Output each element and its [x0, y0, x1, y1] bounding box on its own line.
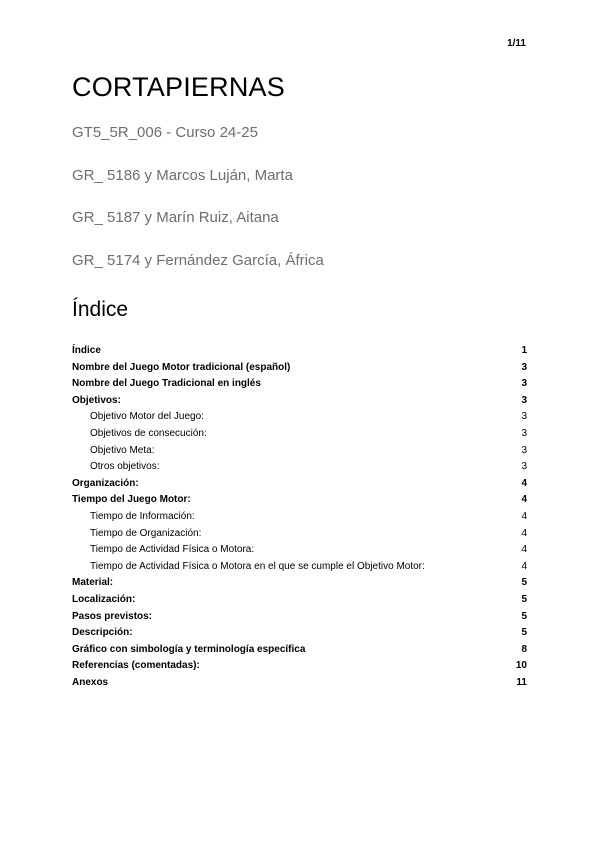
toc-entry[interactable]: [72, 443, 527, 460]
toc-entry-label: Nombre del Juego Tradicional en inglés: [72, 378, 261, 390]
toc-entry[interactable]: [72, 360, 527, 377]
table-of-contents: [72, 343, 527, 691]
toc-entry[interactable]: [72, 609, 527, 626]
toc-entry-page: 3: [521, 411, 527, 423]
toc-entry-label: Objetivos:: [72, 394, 121, 406]
toc-entry-label: Gráfico con simbología y terminología específica: [72, 643, 306, 655]
toc-entry-label: Descripción:: [72, 627, 133, 639]
toc-entry-page: 4: [521, 527, 527, 539]
document-title: CORTAPIERNAS: [72, 72, 285, 102]
page-number: 1/11: [507, 38, 526, 49]
toc-entry[interactable]: [72, 625, 527, 642]
toc-entry[interactable]: [72, 426, 527, 443]
toc-entry-label: Nombre del Juego Motor tradicional (español): [72, 361, 291, 373]
toc-entry-label: Índice: [72, 345, 101, 356]
toc-entry[interactable]: [72, 542, 527, 559]
group-member-2: GR_ 5187 y Marín Ruiz, Aitana: [72, 209, 279, 226]
toc-entry-page: 11: [516, 676, 527, 688]
toc-entry[interactable]: [72, 509, 527, 526]
toc-entry-label: Tiempo del Juego Motor:: [72, 494, 191, 506]
toc-entry[interactable]: [72, 575, 527, 592]
toc-heading: Índice: [72, 298, 129, 321]
group-member-3: GR_ 5174 y Fernández García, África: [72, 252, 324, 269]
toc-entry-label: Pasos previstos:: [72, 610, 153, 622]
toc-entry[interactable]: [72, 526, 527, 543]
toc-entry-label: Referencias (comentadas):: [72, 660, 200, 672]
toc-entry-label: Tiempo de Información:: [90, 510, 195, 522]
toc-entry[interactable]: [72, 592, 527, 609]
toc-entry[interactable]: [72, 459, 527, 476]
toc-entry-page: 5: [521, 627, 527, 639]
toc-entry[interactable]: [72, 393, 527, 410]
toc-entry-page: 3: [521, 394, 527, 406]
toc-entry-label: Tiempo de Organización:: [90, 527, 202, 539]
toc-entry-page: 5: [521, 593, 527, 605]
toc-entry[interactable]: [72, 658, 527, 675]
toc-entry-page: 4: [521, 544, 527, 556]
toc-entry-page: 3: [521, 378, 527, 390]
toc-entry-label: Objetivo Meta:: [90, 444, 155, 456]
toc-entry-label: Localización:: [72, 593, 136, 605]
toc-entry-page: 10: [515, 660, 527, 672]
toc-entry-label: Tiempo de Actividad Física o Motora en el que se cumple el Objetivo Motor:: [90, 560, 425, 572]
toc-entry-page: 3: [521, 444, 527, 456]
toc-entry-label: Otros objetivos:: [90, 461, 160, 473]
toc-entry-label: Tiempo de Actividad Física o Motora:: [90, 544, 255, 556]
toc-entry[interactable]: [72, 492, 527, 509]
toc-entry[interactable]: [72, 559, 527, 576]
toc-entry[interactable]: [72, 476, 527, 493]
toc-entry-page: 1: [521, 345, 527, 356]
toc-entry-label: Objetivo Motor del Juego:: [90, 411, 204, 423]
toc-entry-label: Organización:: [72, 477, 139, 489]
toc-entry-label: Objetivos de consecución:: [90, 427, 207, 439]
toc-entry-page: 5: [521, 577, 527, 589]
toc-entry-page: 4: [521, 477, 527, 489]
toc-entry-page: 5: [521, 610, 527, 622]
course-code: GT5_5R_006 - Curso 24-25: [72, 124, 258, 141]
toc-entry[interactable]: [72, 376, 527, 393]
toc-entry-label: Material:: [72, 577, 114, 589]
toc-entry-page: 4: [521, 510, 527, 522]
toc-entry[interactable]: [72, 409, 527, 426]
toc-entry-page: 4: [521, 560, 527, 572]
toc-entry[interactable]: [72, 642, 527, 659]
toc-entry[interactable]: [72, 343, 527, 360]
toc-entry-page: 4: [521, 494, 527, 506]
toc-entry-label: Anexos: [72, 676, 109, 688]
toc-entry[interactable]: [72, 675, 527, 692]
toc-entry-page: 3: [521, 461, 527, 473]
toc-entry-page: 3: [521, 427, 527, 439]
group-member-1: GR_ 5186 y Marcos Luján, Marta: [72, 167, 293, 184]
toc-entry-page: 8: [521, 643, 527, 655]
toc-entry-page: 3: [521, 361, 527, 373]
